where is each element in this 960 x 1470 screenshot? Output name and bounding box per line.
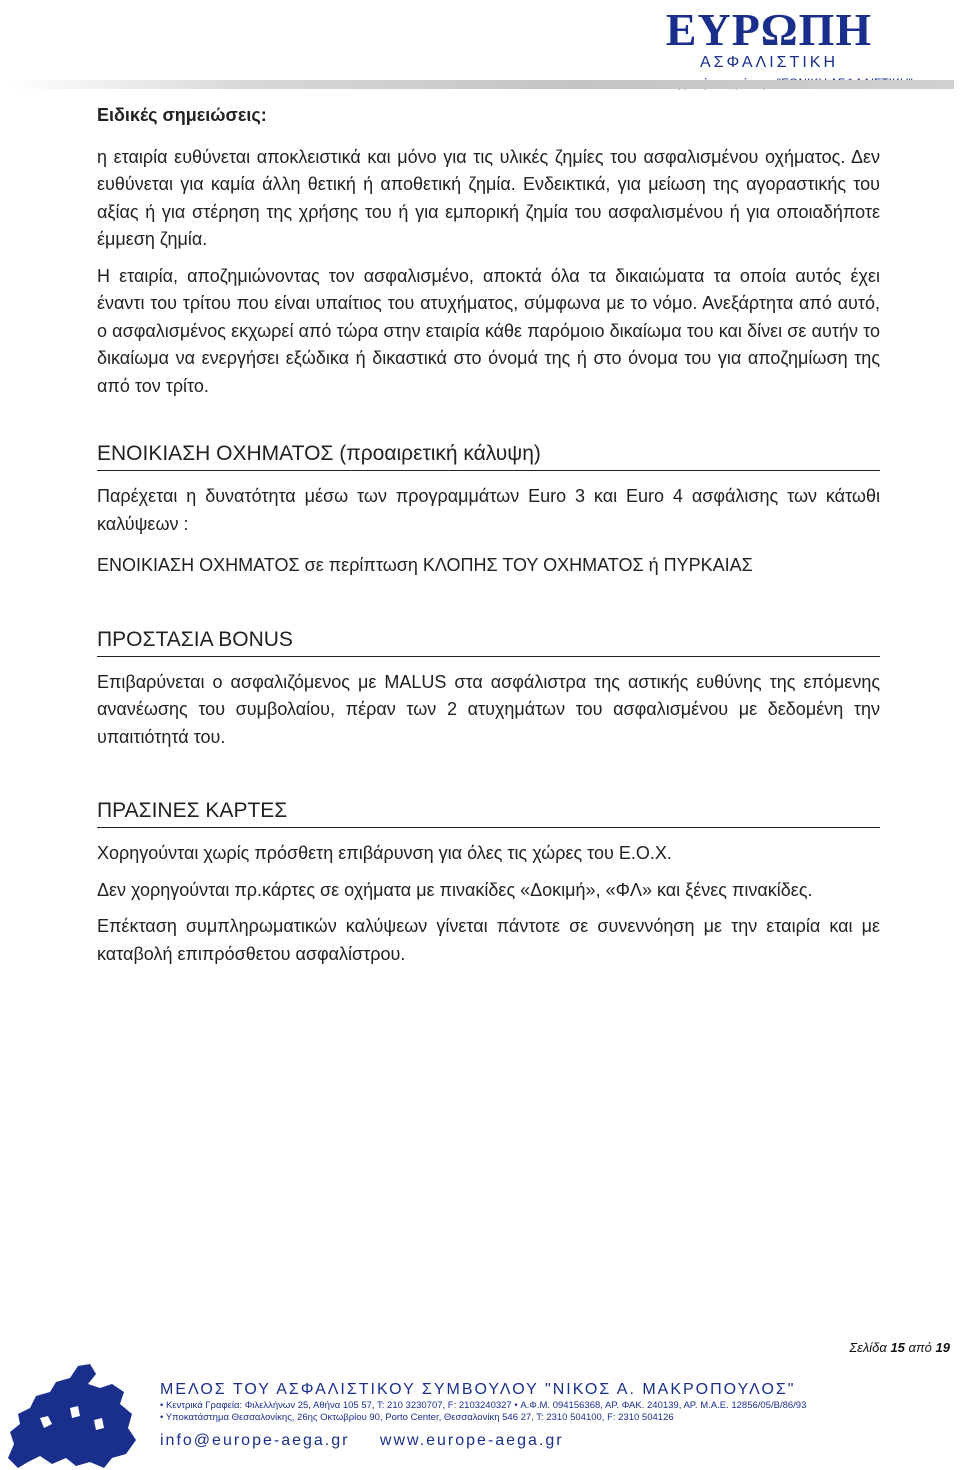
logo-main-text: ΕΥΡΩΠΗ <box>665 4 873 55</box>
footer-contact-block <box>160 1380 950 1452</box>
green-cards-paragraph-3: Επέκταση συμπληρωματικών καλύψεων γίνεται πάντοτε σε συνεννόηση με την εταιρία και με καταβολή επιπρόσθετου ασφαλίστρου. <box>97 916 880 964</box>
special-notes-paragraph-2: Η εταιρία, αποζημιώνοντας τον ασφαλισμένο, αποκτά όλα τα δικαιώματα τα οποία αυτός έχει έναντι του τρίτου που είναι υπαίτιος του ατυχήματος, σύμφωνα με το νόμο. Ανεξάρτητα από αυτό, ο ασφαλισμένος εκχωρεί από τώρα στην εταιρία κάθε παρόμοιο δικαίωμα του και δίνει σε αυτήν το δικαίωμα να ενεργήσει εξώδικα ή δικαστικά στο όνομά της ή στο όνομα του για αποζημίωση της από τον τρίτο. <box>97 265 880 396</box>
rental-paragraph-2: ΕΝΟΙΚΙΑΣΗ ΟΧΗΜΑΤΟΣ σε περίπτωση ΚΛΟΠΗΣ ΤΟΥ ΟΧΗΜΑΤΟΣ ή ΠΥΡΚΑΙΑΣ <box>97 555 753 575</box>
green-cards-section-title: ΠΡΑΣΙΝΕΣ ΚΑΡΤΕΣ <box>97 797 880 828</box>
special-notes-title: Ειδικές σημειώσεις: <box>97 105 267 125</box>
logo-sub-text: ΑΣΦΑΛΙΣΤΙΚΗ <box>699 54 838 71</box>
page-current: 15 <box>890 1340 905 1355</box>
rental-paragraph-1: Παρέχεται η δυνατότητα μέσω των προγραμμάτων Euro 3 και Euro 4 ασφάλισης των κάτωθι καλύψεων : <box>97 486 880 534</box>
europe-map-icon <box>0 1358 140 1470</box>
footer-address-1: • Κεντρικά Γραφεία: Φιλελλήνων 25, Αθήνα 105 57, Τ: 210 3230707, F: 2103240327 • Α.Φ.Μ. 094156368, ΑΡ. ΦΑΚ. 240139, ΑΡ. Μ.Α.Ε. 12856/05/Β/86/93 <box>160 1400 807 1411</box>
page-label: Σελίδα <box>849 1340 887 1355</box>
page-number <box>849 1340 950 1355</box>
bonus-paragraph-1: Επιβαρύνεται ο ασφαλιζόμενος με MALUS στα ασφάλιστρα της αστικής ευθύνης της επόμενης ανανέωσης του συμβολαίου, πέραν των 2 ατυχημάτων του ασφαλισμένου με δεδομένη την υπαιτιότητά του. <box>97 671 880 747</box>
bonus-section-title: ΠΡΟΣΤΑΣΙΑ BONUS <box>97 626 880 657</box>
page-total: 19 <box>935 1340 950 1355</box>
footer-address-2: • Υποκατάστημα Θεσσαλονίκης, 26ης Οκτωβρίου 90, Porto Center, Θεσσαλονίκη 546 27, Τ: 2310 504100, F: 2310 504126 <box>160 1412 674 1423</box>
document-body <box>97 102 880 977</box>
green-cards-paragraph-2: Δεν χορηγούνται πρ.κάρτες σε οχήματα με πινακίδες «Δοκιμή», «ΦΛ» και ξένες πινακίδες. <box>97 879 813 900</box>
footer-member-line: ΜΕΛΟΣ ΤΟΥ ΑΣΦΑΛΙΣΤΙΚΟΥ ΣΥΜΒΟΥΛΟΥ "ΝΙΚΟΣ Α. ΜΑΚΡΟΠΟΥΛΟΣ" <box>160 1381 796 1398</box>
footer-contact-line <box>160 1430 950 1452</box>
special-notes-paragraph-1: η εταιρία ευθύνεται αποκλειστικά και μόνο για τις υλικές ζημίες του ασφαλισμένου οχήματος. Δεν ευθύνεται για καμία άλλη θετική ή αποθετική ζημία. Ενδεικτικά, για μείωση της αγοραστικής του αξίας ή για στέρηση της χρήσης του ή για εμπορική ζημία του ασφαλισμένου ή για οποιαδήποτε έμμεση ζημία. <box>97 146 880 249</box>
footer-email[interactable]: info@europe-aega.gr <box>160 1432 350 1449</box>
page-of-label: από <box>908 1340 932 1355</box>
footer-website[interactable]: www.europe-aega.gr <box>379 1432 564 1449</box>
header-divider-bar <box>8 80 954 89</box>
rental-section-title: ΕΝΟΙΚΙΑΣΗ ΟΧΗΜΑΤΟΣ (προαιρετική κάλυψη) <box>97 440 880 471</box>
green-cards-paragraph-1: Χορηγούνται χωρίς πρόσθετη επιβάρυνση για όλες τις χώρες του Ε.Ο.Χ. <box>97 843 672 863</box>
